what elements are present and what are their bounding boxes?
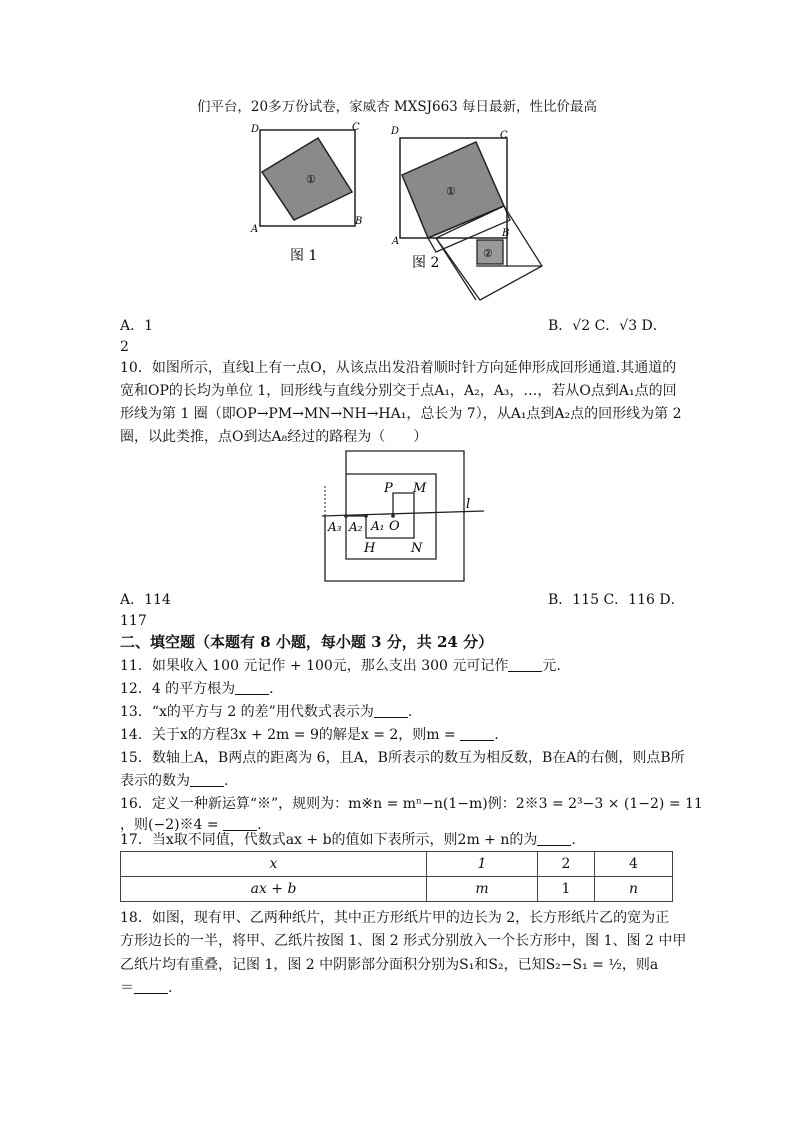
- q11-answer-blank[interactable]: [508, 657, 542, 672]
- table-cell: m: [427, 877, 538, 902]
- figure-2: [388, 120, 548, 305]
- q17-answer-blank[interactable]: [537, 831, 571, 846]
- q12-suffix: .: [269, 681, 274, 697]
- q11: [120, 656, 561, 676]
- q9-option-a: A．1: [120, 318, 154, 334]
- q15-answer-blank[interactable]: [190, 772, 224, 787]
- table-cell: n: [595, 877, 673, 902]
- q10-line-1: 10．如图所示，直线l上有一点O，从该点出发沿着顺时针方向延伸形成回形通道.其通道的: [120, 360, 677, 376]
- figure-1: [248, 120, 368, 270]
- q18-line-3: 乙纸片均有重叠，记图 1，图 2 中阴影部分面积分别为S₁和S₂，已知S₂−S₁ = ½，则a: [120, 957, 659, 973]
- table-cell: 4: [595, 852, 673, 877]
- spiral-label-a1: A₁: [371, 519, 385, 533]
- q14: [120, 725, 499, 745]
- spiral-label-l: l: [466, 497, 471, 512]
- table-row: [121, 852, 673, 877]
- q16-line-1: 16．定义一种新运算“※”，规则为：m※n = mⁿ−n(1−m)例：2※3 = 2³−3 × (1−2) = 11: [120, 796, 703, 812]
- fig1-label-c: C: [352, 122, 360, 133]
- page-header: 们平台，20多万份试卷，家威杏 MXSJ663 每日最新，性比价最高: [196, 99, 598, 115]
- fig2-label-b: B: [502, 228, 510, 239]
- q10-options-bcd: B．115 C．116 D．: [548, 592, 685, 608]
- q18-line-1: 18．如图，现有甲、乙两种纸片，其中正方形纸片甲的边长为 2，长方形纸片乙的宽为正: [120, 910, 670, 926]
- table-row: [121, 877, 673, 902]
- fig1-label-a: A: [251, 224, 259, 235]
- spiral-label-n: N: [411, 541, 423, 556]
- q12-text: 12．4 的平方根为: [120, 681, 236, 697]
- q14-suffix: .: [494, 727, 499, 743]
- section-heading: 二、填空题（本题有 8 小题，每小题 3 分，共 24 分）: [120, 633, 494, 651]
- q13-text: 13．“x的平方与 2 的差”用代数式表示为: [120, 704, 374, 720]
- q11-text: 11．如果收入 100 元记作 + 100元，那么支出 300 元可记作: [120, 658, 509, 674]
- table-cell: x: [121, 852, 427, 877]
- q18-line-2: 方形边长的一半，将甲、乙纸片按图 1、图 2 形式分别放入一个长方形中，图 1、图 2 中甲: [120, 933, 687, 949]
- q14-text: 14．关于x的方程3x + 2m = 9的解是x = 2，则m =: [120, 727, 461, 743]
- q12: [120, 679, 274, 699]
- q13: [120, 702, 412, 722]
- fig2-label-d: D: [391, 126, 400, 137]
- q9-option-d-value: 2: [120, 339, 129, 355]
- fig1-label-b: B: [355, 216, 363, 227]
- q18-answer-blank[interactable]: [134, 979, 168, 994]
- spiral-label-p: P: [384, 481, 393, 496]
- q17: [120, 830, 576, 850]
- q10-line-4: 圈，以此类推，点O到达A₈经过的路程为（ ）: [120, 429, 428, 445]
- table-cell: ax + b: [121, 877, 427, 902]
- fig2-piece1-label: ①: [446, 185, 456, 198]
- fig1-piece-label: ①: [306, 173, 316, 186]
- q18-text: ＝: [120, 980, 134, 996]
- fig1-caption: 图 1: [290, 248, 318, 264]
- spiral-label-a3: A₃: [328, 520, 342, 534]
- q9-options-bcd: B．√2 C．√3 D．: [548, 318, 667, 334]
- q10-line-3: 形线为第 1 圈（即OP→PM→MN→NH→HA₁，总长为 7），从A₁点到A₂点的回形线为第 2: [120, 406, 682, 422]
- q13-answer-blank[interactable]: [374, 703, 408, 718]
- q16-suffix: .: [257, 817, 262, 833]
- q15-line-1: 15．数轴上A，B两点的距离为 6，且A，B所表示的数互为相反数，B在A的右侧，则点B所: [120, 750, 685, 766]
- fig2-label-c: C: [500, 130, 508, 141]
- spiral-label-a2: A₂: [349, 520, 363, 534]
- q15-line-2: [120, 771, 228, 791]
- q12-answer-blank[interactable]: [235, 680, 269, 695]
- q17-suffix: .: [571, 832, 576, 848]
- q13-suffix: .: [407, 704, 413, 720]
- q10-line-2: 宽和OP的长均为单位 1，回形线与直线分别交于点A₁，A₂，A₃，…，若从O点到A₁点的回: [120, 383, 677, 399]
- fig2-caption: 图 2: [412, 255, 440, 271]
- spiral-label-h: H: [364, 541, 376, 556]
- q10-option-d-value: 117: [120, 613, 147, 629]
- q16-answer-blank[interactable]: [223, 816, 257, 831]
- table-cell: 1: [538, 877, 595, 902]
- q16-text: ，则(−2)※4 =: [120, 817, 224, 833]
- q17-text: 17．当x取不同值，代数式ax + b的值如下表所示，则2m + n的为: [120, 832, 538, 848]
- table-cell: 2: [538, 852, 595, 877]
- values-table: [120, 851, 673, 902]
- table-cell: 1: [427, 852, 538, 877]
- q10-option-a: A．114: [120, 592, 171, 608]
- spiral-label-m: M: [413, 481, 427, 496]
- spiral-label-o: O: [389, 519, 400, 534]
- q18-suffix: .: [168, 980, 173, 996]
- fig2-label-a: A: [392, 236, 400, 247]
- q11-suffix: 元.: [542, 658, 561, 674]
- fig1-label-d: D: [251, 124, 260, 135]
- q15-text: 表示的数为: [120, 773, 190, 789]
- q15-suffix: .: [224, 773, 229, 789]
- fig2-piece2-label: ②: [483, 247, 493, 260]
- figure-spiral: [316, 448, 492, 586]
- q18-line-4: [120, 978, 172, 998]
- q14-answer-blank[interactable]: [460, 726, 494, 741]
